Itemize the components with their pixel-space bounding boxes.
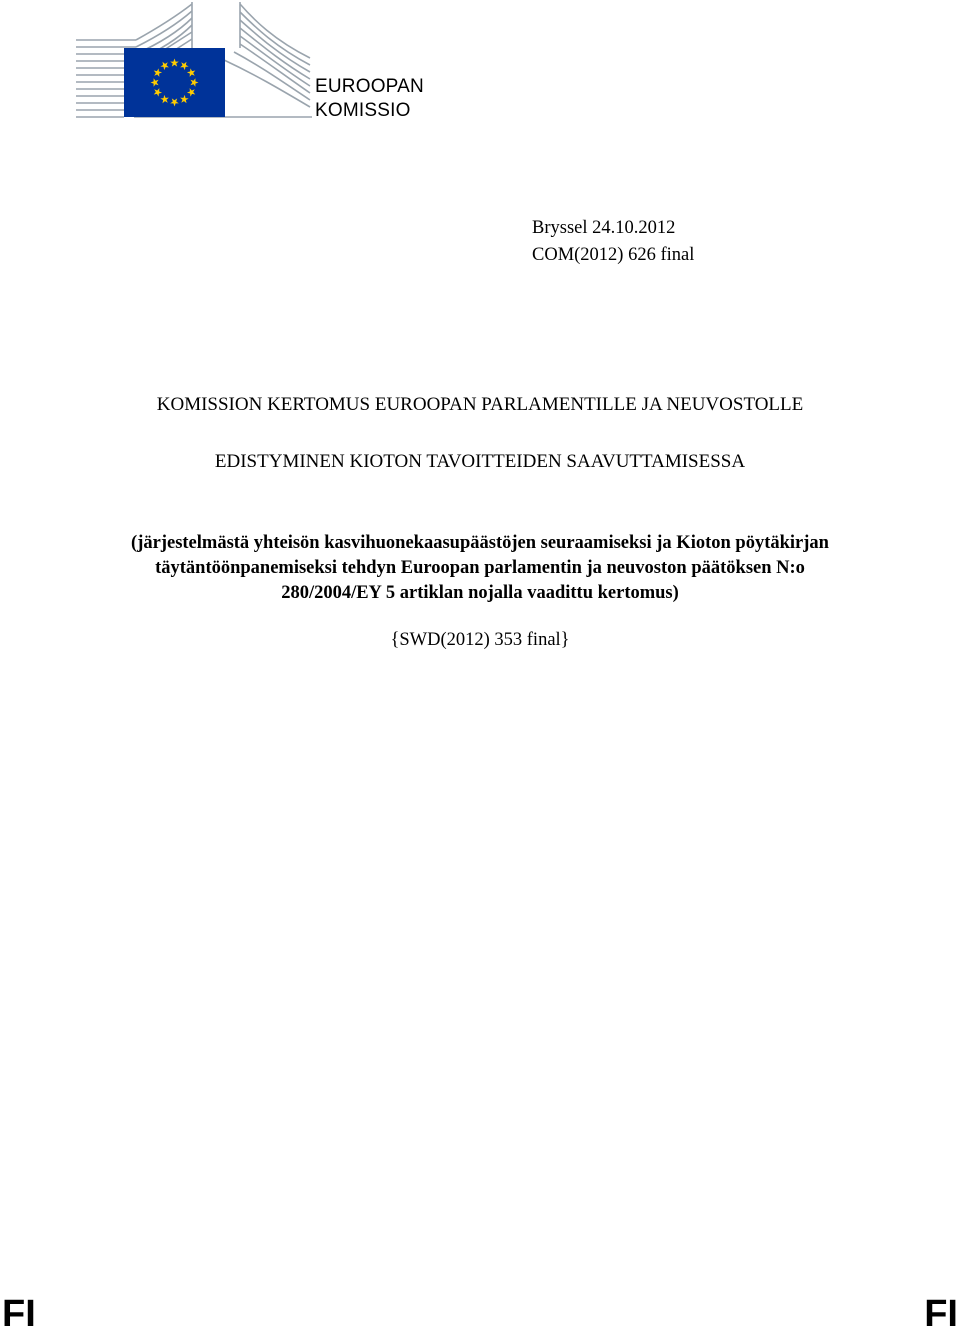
- organization-line-1: EUROOPAN: [315, 76, 424, 97]
- eu-flag: [124, 48, 225, 117]
- language-marker-right: FI: [924, 1293, 958, 1335]
- com-number: COM(2012) 626 final: [532, 245, 695, 265]
- organization-name: [315, 75, 424, 123]
- related-document-ref: {SWD(2012) 353 final}: [390, 630, 570, 650]
- place-date: Bryssel 24.10.2012: [532, 218, 676, 238]
- report-subtitle: [50, 531, 910, 606]
- subtitle-line-2: täytäntöönpanemiseksi tehdyn Euroopan parlamentin ja neuvoston päätöksen N:o: [155, 558, 805, 578]
- report-type: KOMISSION KERTOMUS EUROOPAN PARLAMENTILLE JA NEUVOSTOLLE: [156, 394, 804, 415]
- subtitle-line-1: (järjestelmästä yhteisön kasvihuonekaasupäästöjen seuraamiseksi ja Kioton pöytäkirjan: [131, 533, 829, 553]
- subtitle-line-3: 280/2004/EY 5 artiklan nojalla vaadittu kertomus): [281, 583, 679, 603]
- report-title: EDISTYMINEN KIOTON TAVOITTEIDEN SAAVUTTAMISESSA: [214, 451, 746, 472]
- organization-line-2: KOMISSIO: [315, 100, 411, 121]
- language-marker-left: FI: [2, 1293, 36, 1335]
- document-reference: [532, 215, 694, 269]
- european-commission-logo-icon: [74, 0, 314, 120]
